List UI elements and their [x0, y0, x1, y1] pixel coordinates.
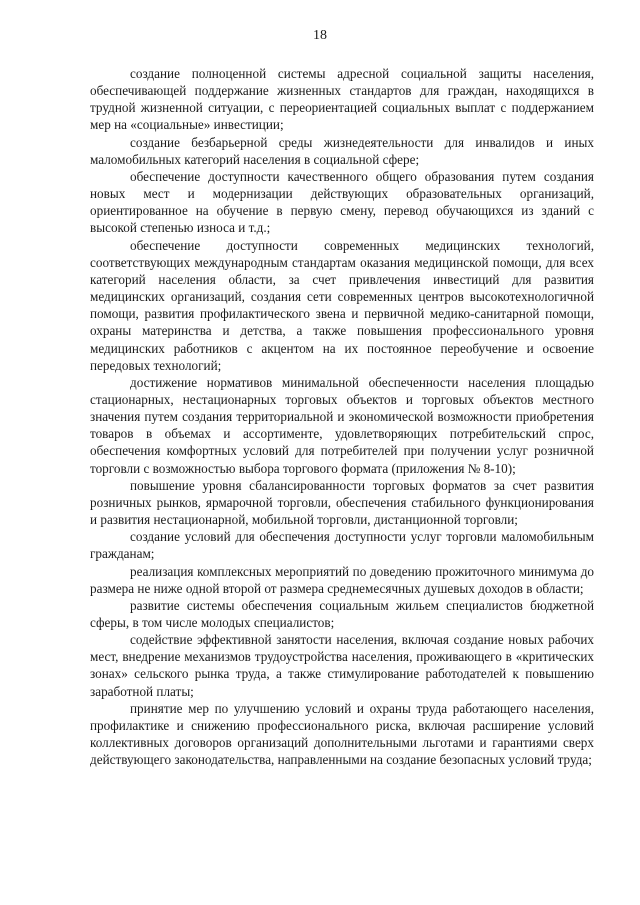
- paragraph: создание условий для обеспечения доступности услуг торговли маломобильным гражданам;: [90, 529, 594, 562]
- paragraph: обеспечение доступности качественного общего образования путем создания новых мест и модернизации действующих образовательных организаций, ориентированное на обучение в первую смену, перевод обучающихся из зданий с высокой степенью износа и т.д.;: [90, 168, 594, 236]
- paragraph: повышение уровня сбалансированности торговых форматов за счет развития розничных рынков, ярмарочной торговли, обеспечения стабильного функционирования и развития нестационарной, мобильной торговли, дистанционной торговли;: [90, 477, 594, 528]
- paragraph: содействие эффективной занятости населения, включая создание новых рабочих мест, внедрение механизмов трудоустройства населения, проживающего в «критических зонах» сельского рынка труда, а также стимулирование работодателей к повышению заработной платы;: [90, 632, 594, 699]
- paragraph: создание безбарьерной среды жизнедеятельности для инвалидов и иных маломобильных категорий населения в социальной сфере;: [90, 134, 594, 167]
- paragraph: принятие мер по улучшению условий и охраны труда работающего населения, профилактике и снижению профессионального риска, включая расширение условий коллективных договоров организаций дополнительными льготами и гарантиями сверх действующего законодательства, направленными на создание безопасных условий труда;: [90, 700, 594, 768]
- page-number: 18: [313, 28, 327, 43]
- paragraph: достижение нормативов минимальной обеспеченности населения площадью стационарных, нестационарных торговых объектов и торговых объектов местного значения путем создания территориальной и экономической возможности приобретения товаров в объемах и ассортименте, удовлетворяющих потребительский спрос, обеспечения комфортных условий для потребителей при получении услуг розничной торговли с возможностью выбора торгового формата (приложения № 8-10);: [90, 374, 594, 476]
- paragraph: развитие системы обеспечения социальным жильем специалистов бюджетной сферы, в том числе молодых специалистов;: [90, 597, 594, 630]
- paragraph: реализация комплексных мероприятий по доведению прожиточного минимума до размера не ниже одной второй от размера среднемесячных душевых доходов в области;: [90, 563, 594, 596]
- document-body: [90, 65, 594, 768]
- paragraph: обеспечение доступности современных медицинских технологий, соответствующих международным стандартам оказания медицинской помощи, для всех категорий населения области, за счет привлечения инвестиций для развития медицинских организаций, создания сети современных центров высокотехнологичной помощи, развития профилактического звена и первичной медико-санитарной помощи, охраны материнства и детства, а также повышения профессионального уровня медицинских работников с акцентом на их постоянное переобучение и освоение передовых технологий;: [90, 237, 594, 373]
- paragraph: создание полноценной системы адресной социальной защиты населения, обеспечивающей поддержание жизненных стандартов для граждан, находящихся в трудной жизненной ситуации, с переориентацией социальных выплат с поддержанием мер на «социальные» инвестиции;: [90, 66, 594, 133]
